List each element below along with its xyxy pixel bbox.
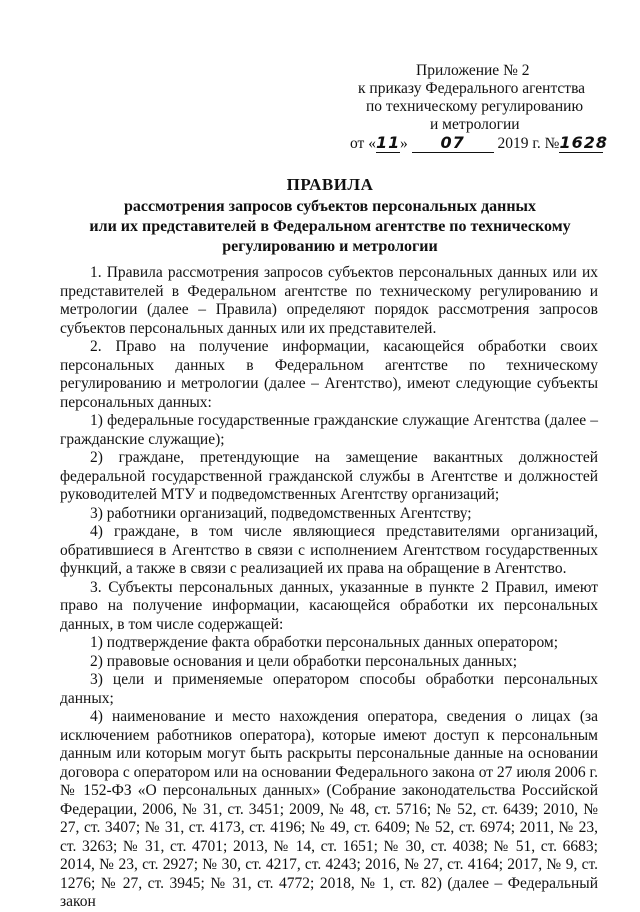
document-subtitle-line-1: рассмотрения запросов субъектов персональных данных: [123, 198, 537, 215]
date-month-handwritten: 07: [412, 134, 494, 153]
paragraph-3-item-3: 3) цели и применяемые оператором способы обработки персональных данных;: [60, 671, 598, 707]
paragraph-2-item-1: 1) федеральные государственные гражданские служащие Агентства (далее – гражданские служащие);: [60, 412, 598, 448]
paragraph-3-item-2: 2) правовые основания и цели обработки персональных данных;: [90, 652, 518, 670]
appendix-line-3: по техническому регулированию: [366, 98, 584, 115]
paragraph-3-item-1: 1) подтверждение факта обработки персональных данных оператором;: [90, 634, 559, 651]
document-title-block: [60, 175, 600, 257]
date-mid: »: [399, 135, 408, 152]
document-subtitle-line-3: регулированию и метрологии: [222, 238, 438, 255]
date-year: 2019 г. №: [497, 135, 560, 152]
document-body: [60, 264, 598, 912]
order-date-line: [0, 134, 640, 153]
paragraph-3-item-4: 4) наименование и место нахождения оператора, сведения о лицах (за исключением работников оператора), которые имеют доступ к персональным данным или которым могут быть раскрыты персональные данные на основании договора с оператором или на основании Федерального закона от 27 июля 2006 г. № 152-ФЗ «О персональных данных» (Собрание законодательства Российской Федерации, 2006, № 31, ст. 3451; 2009, № 48, ст. 5716; № 52, ст. 6439; 2010, № 27, ст. 3407; № 31, ст. 4173, ст. 4196; № 49, ст. 6409; № 52, ст. 6974; 2011, № 23, ст. 3263; № 31, ст. 4701; 2013, № 14, ст. 1651; № 30, ст. 4038; № 51, ст. 6683; 2014, № 23, ст. 2927; № 30, ст. 4217, ст. 4243; 2016, № 27, ст. 4164; 2017, № 9, ст. 1276; № 27, ст. 3945; № 31, ст. 4772; 2018, № 1, ст. 82) (далее – Федеральный закон: [60, 708, 598, 910]
document-title: ПРАВИЛА: [286, 175, 374, 194]
document-subtitle-line-2: или их представителей в Федеральном агентстве по техническому: [89, 218, 571, 235]
appendix-line-2: к приказу Федерального агентства: [358, 80, 586, 97]
paragraph-3: 3. Субъекты персональных данных, указанные в пункте 2 Правил, имеют право на получение информации, касающейся обработки их персональных данных, в том числе содержащей:: [60, 578, 598, 633]
appendix-header: [0, 62, 640, 153]
order-number-handwritten: 1628: [559, 133, 609, 152]
appendix-line-4: и метрологии: [430, 116, 520, 133]
paragraph-2: 2. Право на получение информации, касающейся обработки своих персональных данных в Федеральном агентстве по техническому регулированию и метрологии (далее – Агентство), имеют следующие субъекты персональных данных:: [60, 338, 598, 411]
paragraph-2-item-3: 3) работники организаций, подведомственных Агентству;: [90, 504, 472, 522]
paragraph-2-item-4: 4) граждане, в том числе являющиеся представителями организаций, обратившиеся в Агентство в связи с исполнением Агентством государственных функций, а также в связи с реализацией их права на обращение в Агентство.: [60, 523, 598, 577]
date-prefix: от «: [350, 135, 376, 152]
appendix-title: Приложение № 2: [416, 62, 530, 79]
paragraph-2-item-2: 2) граждане, претендующие на замещение вакантных должностей федеральной государственной гражданской службы в Агентстве и должностей руководителей МТУ и подведомственных Агентству организаций;: [60, 449, 598, 503]
date-day-handwritten: 11: [375, 133, 401, 152]
paragraph-1: 1. Правила рассмотрения запросов субъектов персональных данных или их представителей в Федеральном агентстве по техническому регулированию и метрологии (далее – Правила) определяют порядок рассмотрения запросов субъектов персональных данных или их представителей.: [60, 264, 598, 337]
